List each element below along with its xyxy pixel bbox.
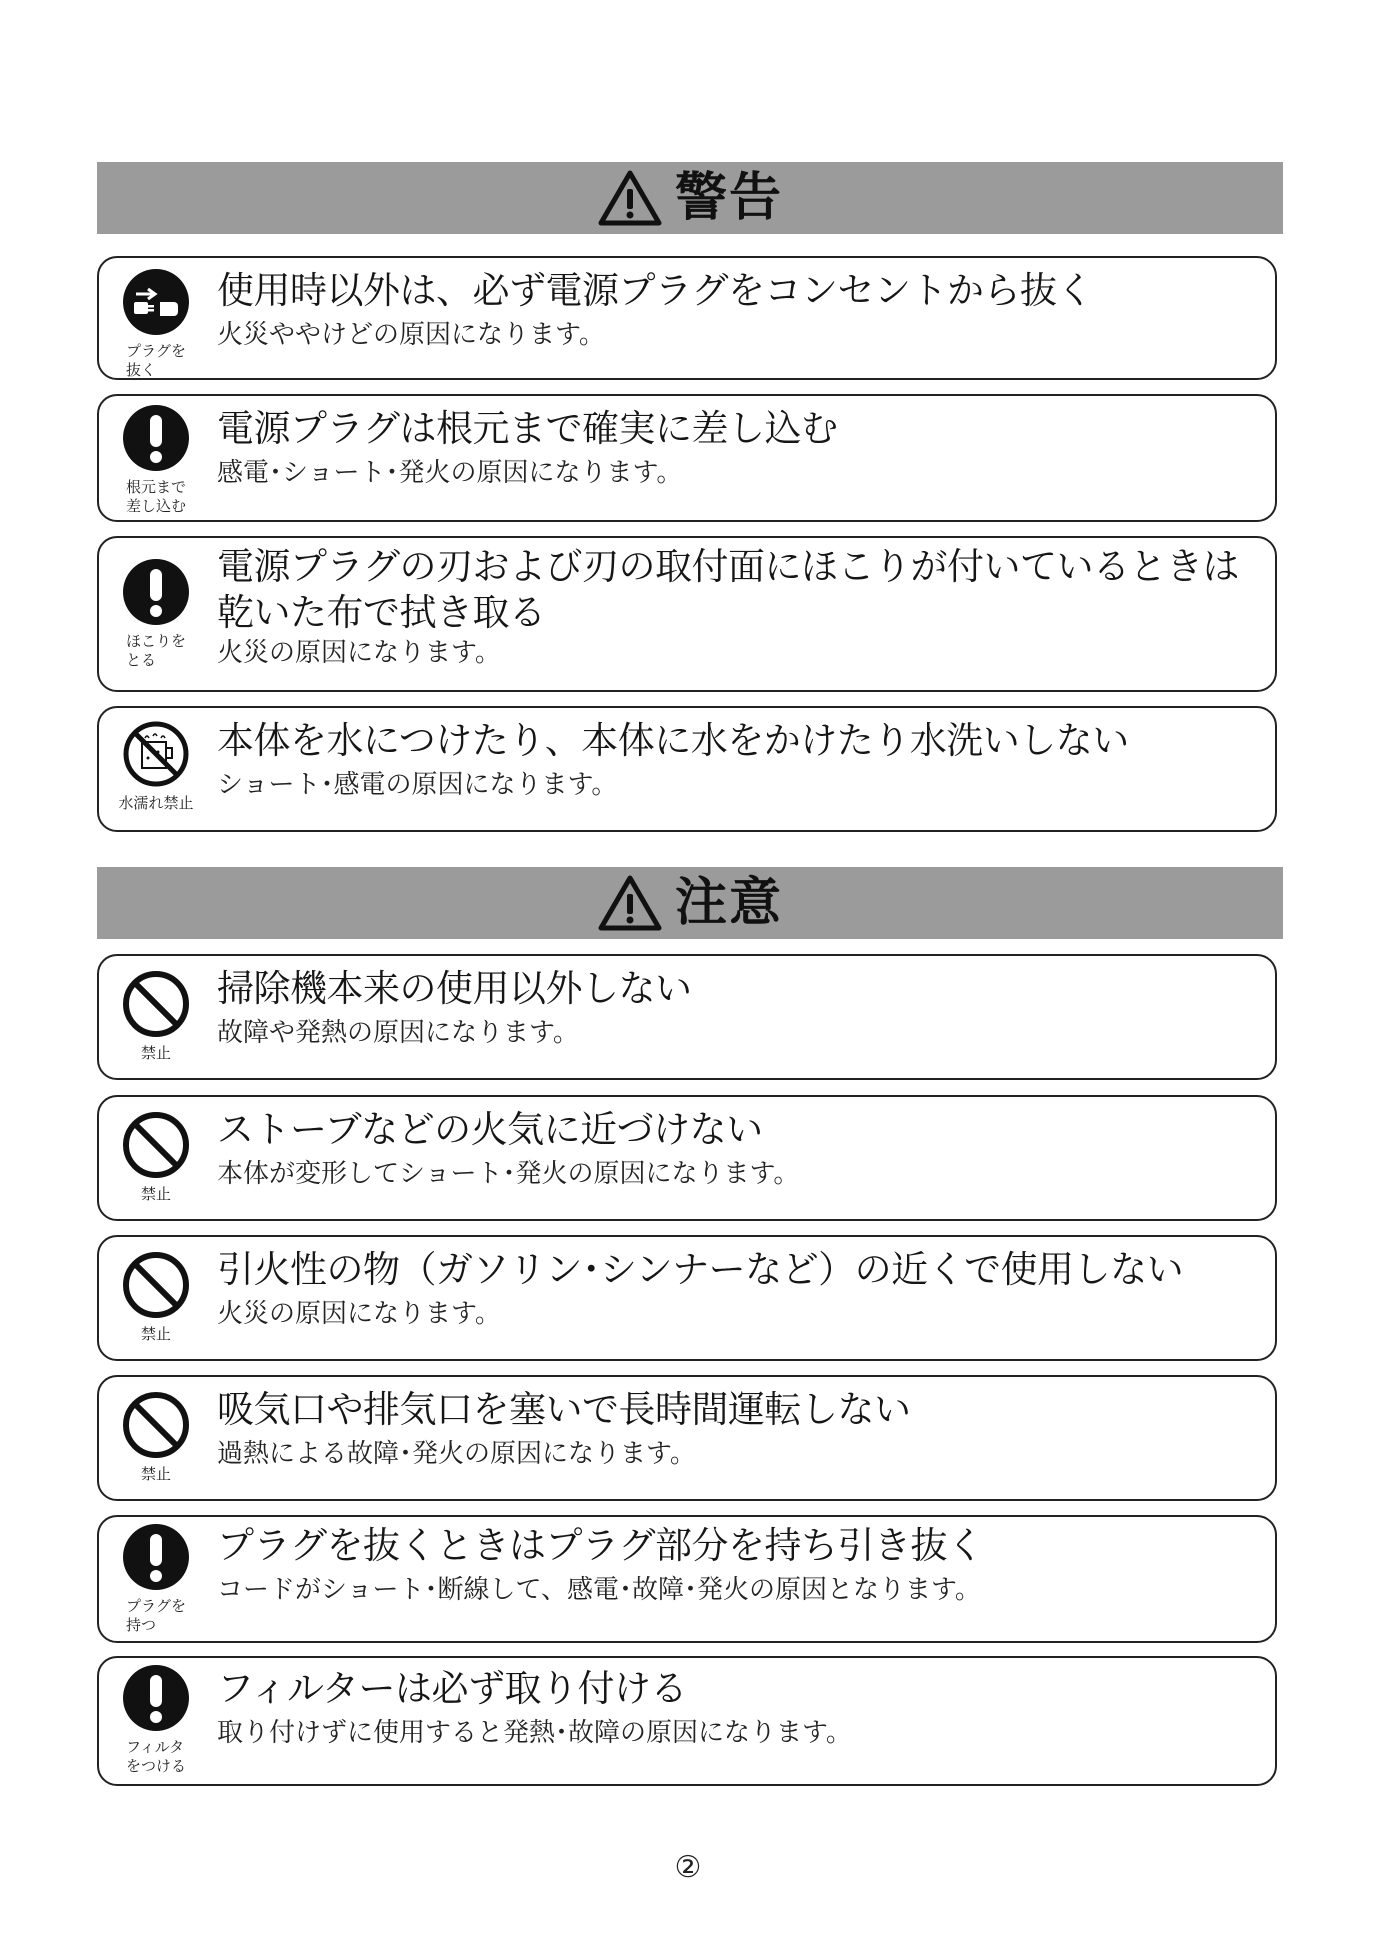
icon-caption: 根元まで 差し込む	[125, 478, 186, 515]
caution-item-description: 火災の原因になります。	[217, 1299, 501, 1329]
icon-caption: 禁止	[140, 1465, 171, 1483]
warning-section-header	[97, 162, 1283, 234]
warning-item-description: 感電･ショート･発火の原因になります。	[217, 458, 683, 488]
caution-item-title: 掃除機本来の使用以外しない	[217, 967, 692, 1010]
caution-item-text	[217, 1523, 1255, 1607]
caution-item-description: 過熱による故障･発火の原因になります。	[217, 1439, 696, 1469]
caution-item-intended-use	[97, 954, 1277, 1080]
warning-item-no-water	[97, 706, 1277, 832]
mandatory-icon	[120, 1521, 192, 1593]
caution-section-header	[97, 867, 1283, 939]
warning-item-title: 電源プラグの刃および刃の取付面にほこりが付いているときは乾いた布で拭き取る	[217, 545, 1239, 634]
warning-item-text	[217, 544, 1255, 670]
warning-item-icon-col	[105, 266, 207, 380]
prohibited-icon	[120, 968, 192, 1040]
icon-caption: 禁止	[140, 1325, 171, 1343]
warning-triangle-icon	[597, 874, 663, 932]
caution-item-icon-col	[105, 1521, 207, 1635]
warning-item-insert-plug	[97, 394, 1277, 522]
warning-triangle-icon	[597, 169, 663, 227]
warning-item-clean-plug	[97, 536, 1277, 692]
caution-item-title: 吸気口や排気口を塞いで長時間運転しない	[217, 1388, 911, 1431]
prohibited-icon	[120, 1109, 192, 1181]
caution-item-flammable	[97, 1235, 1277, 1361]
caution-section-title: 注意	[674, 873, 783, 933]
warning-item-icon-col	[105, 718, 207, 813]
caution-item-title: フィルターは必ず取り付ける	[217, 1667, 688, 1710]
icon-caption: フィルタ をつける	[125, 1738, 186, 1775]
caution-item-hold-plug	[97, 1515, 1277, 1643]
warning-item-description: 火災ややけどの原因になります。	[217, 320, 605, 350]
caution-item-icon-col	[105, 968, 207, 1063]
unplug-icon	[120, 266, 192, 338]
warning-item-text	[217, 268, 1255, 352]
caution-item-fire	[97, 1095, 1277, 1221]
caution-item-blocked-vents	[97, 1375, 1277, 1501]
caution-item-text	[217, 966, 1255, 1050]
warning-item-icon-col	[105, 556, 207, 670]
caution-item-text	[217, 1107, 1255, 1191]
warning-item-unplug	[97, 256, 1277, 380]
page-number: ②	[674, 1850, 702, 1885]
warning-section-title: 警告	[674, 168, 783, 228]
warning-item-text	[217, 406, 1255, 490]
caution-item-icon-col	[105, 1662, 207, 1776]
prohibited-icon	[120, 1389, 192, 1461]
caution-item-icon-col	[105, 1249, 207, 1344]
caution-item-title: ストーブなどの火気に近づけない	[217, 1108, 763, 1151]
warning-item-text	[217, 718, 1255, 802]
warning-item-description: 火災の原因になります。	[217, 638, 501, 668]
warning-item-icon-col	[105, 402, 207, 516]
icon-caption: 禁止	[140, 1044, 171, 1062]
caution-item-text	[217, 1247, 1255, 1331]
caution-item-description: 故障や発熱の原因になります。	[217, 1018, 579, 1048]
warning-item-title: 電源プラグは根元まで確実に差し込む	[217, 407, 838, 450]
caution-item-text	[217, 1387, 1255, 1471]
caution-item-description: 本体が変形してショート･発火の原因になります。	[217, 1159, 800, 1189]
caution-item-filter	[97, 1656, 1277, 1786]
mandatory-icon	[120, 556, 192, 628]
icon-caption: プラグを 抜く	[125, 342, 186, 379]
caution-item-description: コードがショート･断線して、感電･故障･発火の原因となります。	[217, 1575, 981, 1605]
caution-item-title: プラグを抜くときはプラグ部分を持ち引き抜く	[217, 1524, 984, 1567]
caution-item-icon-col	[105, 1389, 207, 1484]
caution-item-title: 引火性の物（ガソリン･シンナーなど）の近くで使用しない	[217, 1248, 1184, 1291]
warning-item-description: ショート･感電の原因になります。	[217, 770, 618, 800]
caution-item-description: 取り付けずに使用すると発熱･故障の原因になります。	[217, 1718, 852, 1748]
warning-item-title: 使用時以外は、必ず電源プラグをコンセントから抜く	[217, 269, 1093, 312]
caution-item-text	[217, 1666, 1255, 1750]
no-water-icon	[120, 718, 192, 790]
icon-caption: プラグを 持つ	[125, 1597, 186, 1634]
mandatory-icon	[120, 1662, 192, 1734]
prohibited-icon	[120, 1249, 192, 1321]
icon-caption: 禁止	[140, 1185, 171, 1203]
mandatory-icon	[120, 402, 192, 474]
warning-item-title: 本体を水につけたり、本体に水をかけたり水洗いしない	[217, 719, 1129, 762]
icon-caption: ほこりを とる	[125, 632, 186, 669]
icon-caption: 水濡れ禁止	[118, 794, 194, 812]
caution-item-icon-col	[105, 1109, 207, 1204]
